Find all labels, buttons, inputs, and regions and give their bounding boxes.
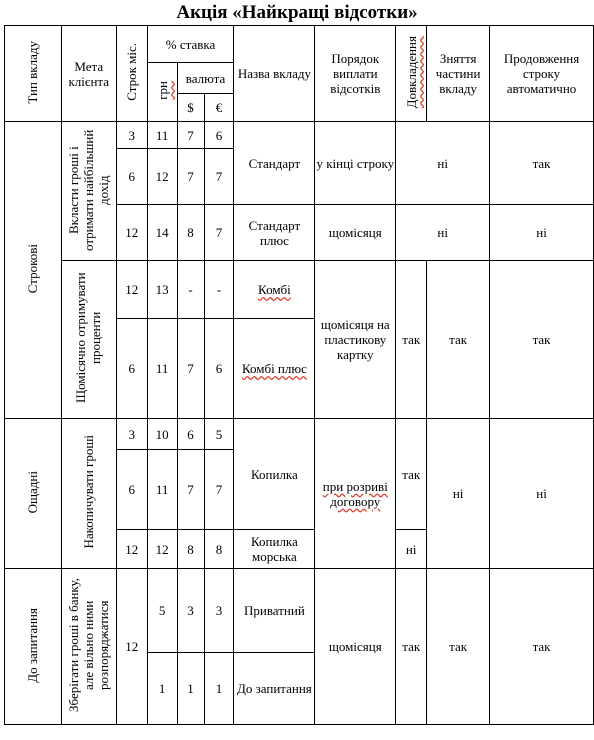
cell-uah: 1 <box>147 653 177 725</box>
header-payout: Порядок виплати відсотків <box>315 26 396 122</box>
cell-uah: 5 <box>147 569 177 653</box>
cell-eur: 6 <box>204 319 234 419</box>
name-kopylka-morska: Копилка морська <box>234 530 315 569</box>
cell-eur: 7 <box>204 205 234 261</box>
cell-usd: 8 <box>177 205 204 261</box>
name-standart-plus: Стандарт плюс <box>234 205 315 261</box>
cell-usd: - <box>177 261 204 319</box>
goal-term-1: Вкласти гроші і отримати найбільший дохід <box>61 122 116 261</box>
cell-term: 12 <box>116 205 147 261</box>
header-currency: валюта <box>177 63 234 94</box>
cell-eur: 7 <box>204 149 234 205</box>
name-kombi: Комбі <box>234 261 315 319</box>
cell-usd: 3 <box>177 569 204 653</box>
header-extend: Продовження строку автоматично <box>490 26 594 122</box>
withdraw-3: так <box>427 261 490 419</box>
name-pryvatnyi: Приватний <box>234 569 315 653</box>
cell-uah: 13 <box>147 261 177 319</box>
header-withdraw: Зняття частини вкладу <box>427 26 490 122</box>
extend-3: так <box>490 261 594 419</box>
type-term: Строкові <box>5 122 62 419</box>
payout-demand: щомісяця <box>315 569 396 725</box>
withdraw-savings: ні <box>427 419 490 569</box>
cell-usd: 7 <box>177 122 204 149</box>
header-goal: Мета клієнта <box>61 26 116 122</box>
cell-usd: 1 <box>177 653 204 725</box>
header-term: Строк міс. <box>116 26 147 122</box>
header-name: Назва вкладу <box>234 26 315 122</box>
extend-2: ні <box>490 205 594 261</box>
cell-usd: 8 <box>177 530 204 569</box>
payout-monthly: щомісяця <box>315 205 396 261</box>
cell-term: 6 <box>116 450 147 530</box>
header-eur: € <box>204 94 234 122</box>
cell-eur: 8 <box>204 530 234 569</box>
topup-savings-yes: так <box>396 419 427 530</box>
cell-term: 12 <box>116 569 147 725</box>
extend-savings: ні <box>490 419 594 569</box>
type-demand: До запитання <box>5 569 62 725</box>
topup-withdraw-1: ні <box>396 122 490 205</box>
goal-demand: Зберігати гроші в банку, але вільно ними розпоряджатися <box>61 569 116 725</box>
goal-savings: Накопичувати гроші <box>61 419 116 569</box>
cell-eur: 1 <box>204 653 234 725</box>
deposit-table <box>4 25 594 725</box>
header-uah: грн <box>147 63 177 122</box>
cell-term: 3 <box>116 419 147 450</box>
cell-uah: 12 <box>147 530 177 569</box>
name-do-zapytannia: До запитання <box>234 653 315 725</box>
name-kopylka: Копилка <box>234 419 315 530</box>
page-title: Акція «Найкращі відсотки» <box>176 2 418 23</box>
payout-end-of-term: у кінці строку <box>315 122 396 205</box>
cell-eur: 5 <box>204 419 234 450</box>
header-rate: % ставка <box>147 26 234 63</box>
cell-eur: 6 <box>204 122 234 149</box>
cell-uah: 11 <box>147 319 177 419</box>
name-standart: Стандарт <box>234 122 315 205</box>
cell-uah: 11 <box>147 450 177 530</box>
extend-demand: так <box>490 569 594 725</box>
cell-term: 6 <box>116 149 147 205</box>
goal-term-2: Щомісячно отримувати проценти <box>61 261 116 419</box>
cell-usd: 7 <box>177 319 204 419</box>
cell-term: 6 <box>116 319 147 419</box>
header-usd: $ <box>177 94 204 122</box>
cell-uah: 10 <box>147 419 177 450</box>
cell-eur: 7 <box>204 450 234 530</box>
cell-uah: 12 <box>147 149 177 205</box>
header-type: Тип вкладу <box>5 26 62 122</box>
name-kombi-plus: Комбі плюс <box>234 319 315 419</box>
payout-on-termination: при розриві договору <box>315 419 396 569</box>
payout-monthly-card: щомісяця на пластикову картку <box>315 261 396 419</box>
topup-3: так <box>396 261 427 419</box>
cell-usd: 7 <box>177 450 204 530</box>
cell-uah: 14 <box>147 205 177 261</box>
extend-1: так <box>490 122 594 205</box>
cell-usd: 6 <box>177 419 204 450</box>
topup-withdraw-2: ні <box>396 205 490 261</box>
topup-demand: так <box>396 569 427 725</box>
cell-eur: 3 <box>204 569 234 653</box>
header-topup: Довкладення <box>396 26 427 122</box>
cell-usd: 7 <box>177 149 204 205</box>
topup-savings-no: ні <box>396 530 427 569</box>
cell-uah: 11 <box>147 122 177 149</box>
cell-term: 12 <box>116 530 147 569</box>
withdraw-demand: так <box>427 569 490 725</box>
type-savings: Ощадні <box>5 419 62 569</box>
cell-term: 3 <box>116 122 147 149</box>
cell-term: 12 <box>116 261 147 319</box>
cell-eur: - <box>204 261 234 319</box>
